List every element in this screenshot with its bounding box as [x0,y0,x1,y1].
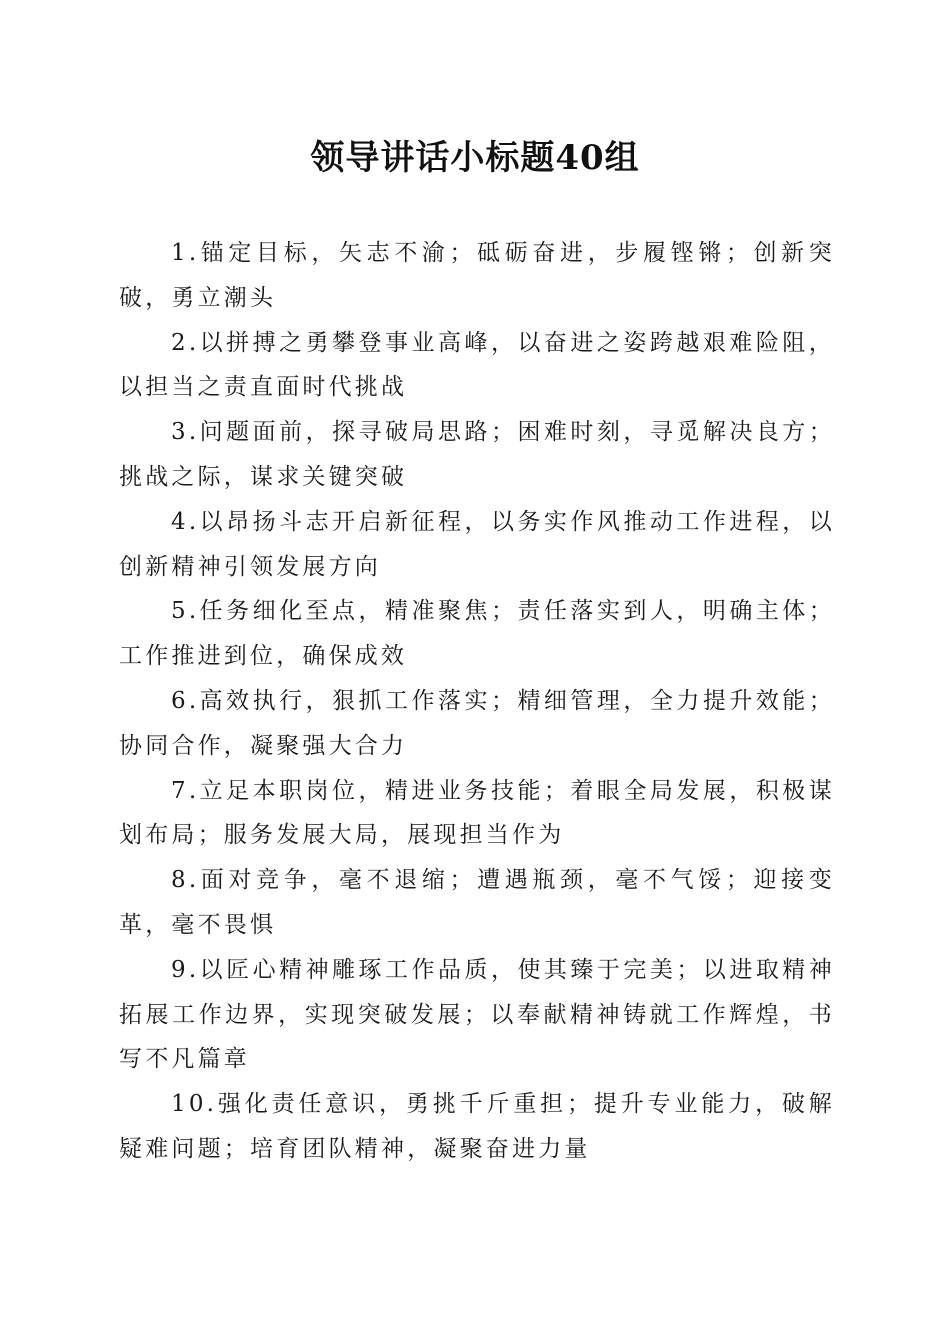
document-title: 领导讲话小标题40组 [310,138,640,178]
list-item: 8.面对竞争，毫不退缩；遭遇瓶颈，毫不气馁；迎接变革，毫不畏惧 [119,867,835,938]
list-item: 10.强化责任意识，勇挑千斤重担；提升专业能力，破解疑难问题；培育团队精神，凝聚奋进力量 [119,1091,835,1162]
list-item: 4.以昂扬斗志开启新征程，以务实作风推动工作进程，以创新精神引领发展方向 [119,508,835,580]
list-item: 6.高效执行，狠抓工作落实；精细管理，全力提升效能；协同合作，凝聚强大合力 [119,687,835,759]
list-item: 3.问题面前，探寻破局思路；困难时刻，寻觅解决良方；挑战之际，谋求关键突破 [119,419,835,490]
heading-list [119,231,835,1172]
list-item: 9.以匠心精神雕琢工作品质，使其臻于完美；以进取精神拓展工作边界，实现突破发展；以奉献精神铸就工作辉煌，书写不凡篇章 [119,956,835,1073]
list-item: 1.锚定目标，矢志不渝；砥砺奋进，步履铿锵；创新突破，勇立潮头 [119,240,835,311]
list-item: 2.以拼搏之勇攀登事业高峰，以奋进之姿跨越艰难险阻，以担当之责直面时代挑战 [119,329,835,401]
list-item: 7.立足本职岗位，精进业务技能；着眼全局发展，积极谋划布局；服务发展大局，展现担当作为 [119,777,835,849]
list-item: 5.任务细化至点，精准聚焦；责任落实到人，明确主体；工作推进到位，确保成效 [119,598,835,670]
